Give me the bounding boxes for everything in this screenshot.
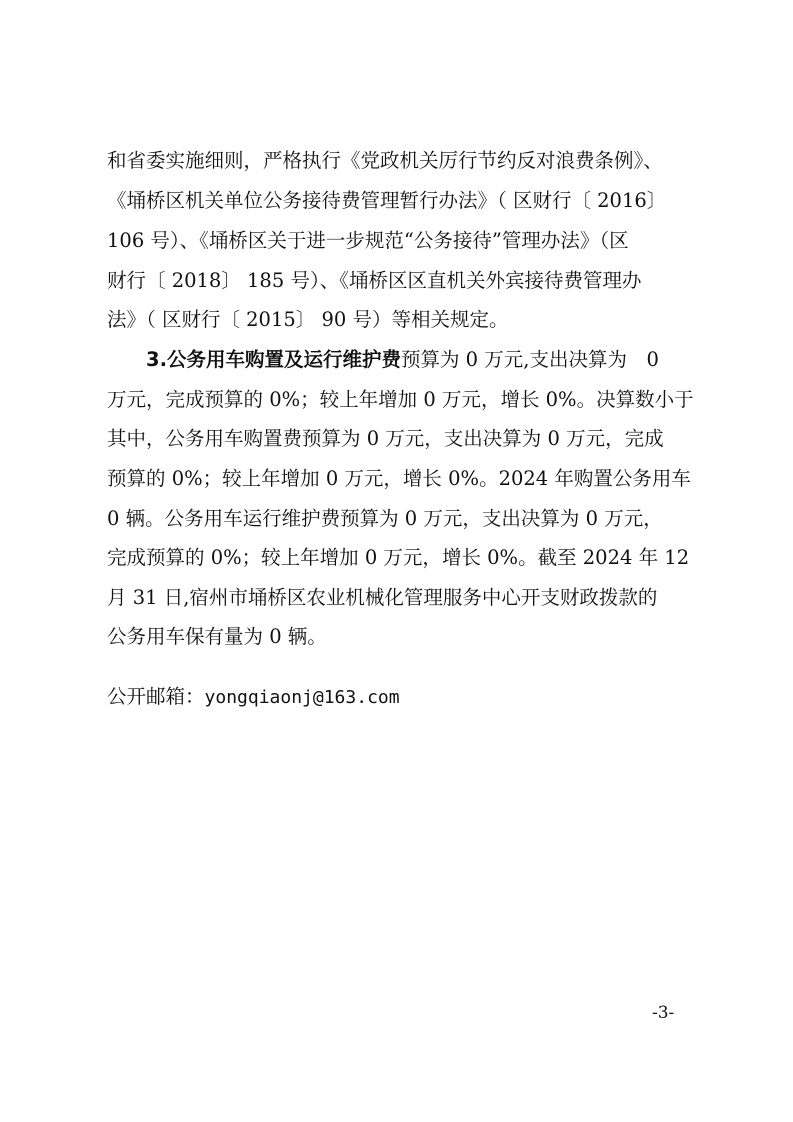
paragraph-2-line-6: 完成预算的 0%；较上年增加 0 万元，增长 0%。截至 2024 年 12 — [107, 546, 690, 569]
page-number: -3- — [652, 1003, 675, 1023]
paragraph-2-line-3: 其中，公务用车购置费预算为 0 万元，支出决算为 0 万元，完成 — [107, 427, 664, 450]
paragraph-2-line-4: 预算的 0%；较上年增加 0 万元，增长 0%。2024 年购置公务用车 — [107, 467, 691, 490]
paragraph-2-line-2: 万元，完成预算的 0%；较上年增加 0 万元，增长 0%。决算数小于 — [107, 388, 694, 411]
section-heading-continuation: 预算为 0 万元,支出决算为 0 — [400, 348, 659, 371]
contact-line — [107, 683, 400, 711]
paragraph-2-line-8: 公务用车保有量为 0 辆。 — [107, 625, 327, 648]
paragraph-1-line-1: 和省委实施细则，严格执行《党政机关厉行节约反对浪费条例》、 — [107, 149, 663, 172]
contact-email[interactable]: yongqiaonj@163.com — [204, 687, 400, 708]
paragraph-1-line-5: 法》（ 区财行〔 2015〕 90 号）等相关规定。 — [107, 308, 509, 331]
section-heading: 3.公务用车购置及运行维护费 — [146, 348, 401, 371]
paragraph-1-line-3: 106 号）、《埇桥区关于进一步规范“公务接待”管理办法》（区 — [107, 229, 629, 252]
contact-email-label: 公开邮箱： — [107, 685, 205, 708]
paragraph-1-line-2: 《埇桥区机关单位公务接待费管理暂行办法》（ 区财行〔 2016〕 — [107, 189, 667, 212]
paragraph-2-line-5: 0 辆。公务用车运行维护费预算为 0 万元，支出决算为 0 万元， — [107, 507, 663, 530]
paragraph-2-line-7: 月 31 日,宿州市埇桥区农业机械化管理服务中心开支财政拨款的 — [107, 586, 658, 609]
paragraph-2-line-1 — [146, 346, 659, 374]
paragraph-1-line-4: 财行〔 2018〕 185 号）、《埇桥区区直机关外宾接待费管理办 — [107, 269, 642, 292]
